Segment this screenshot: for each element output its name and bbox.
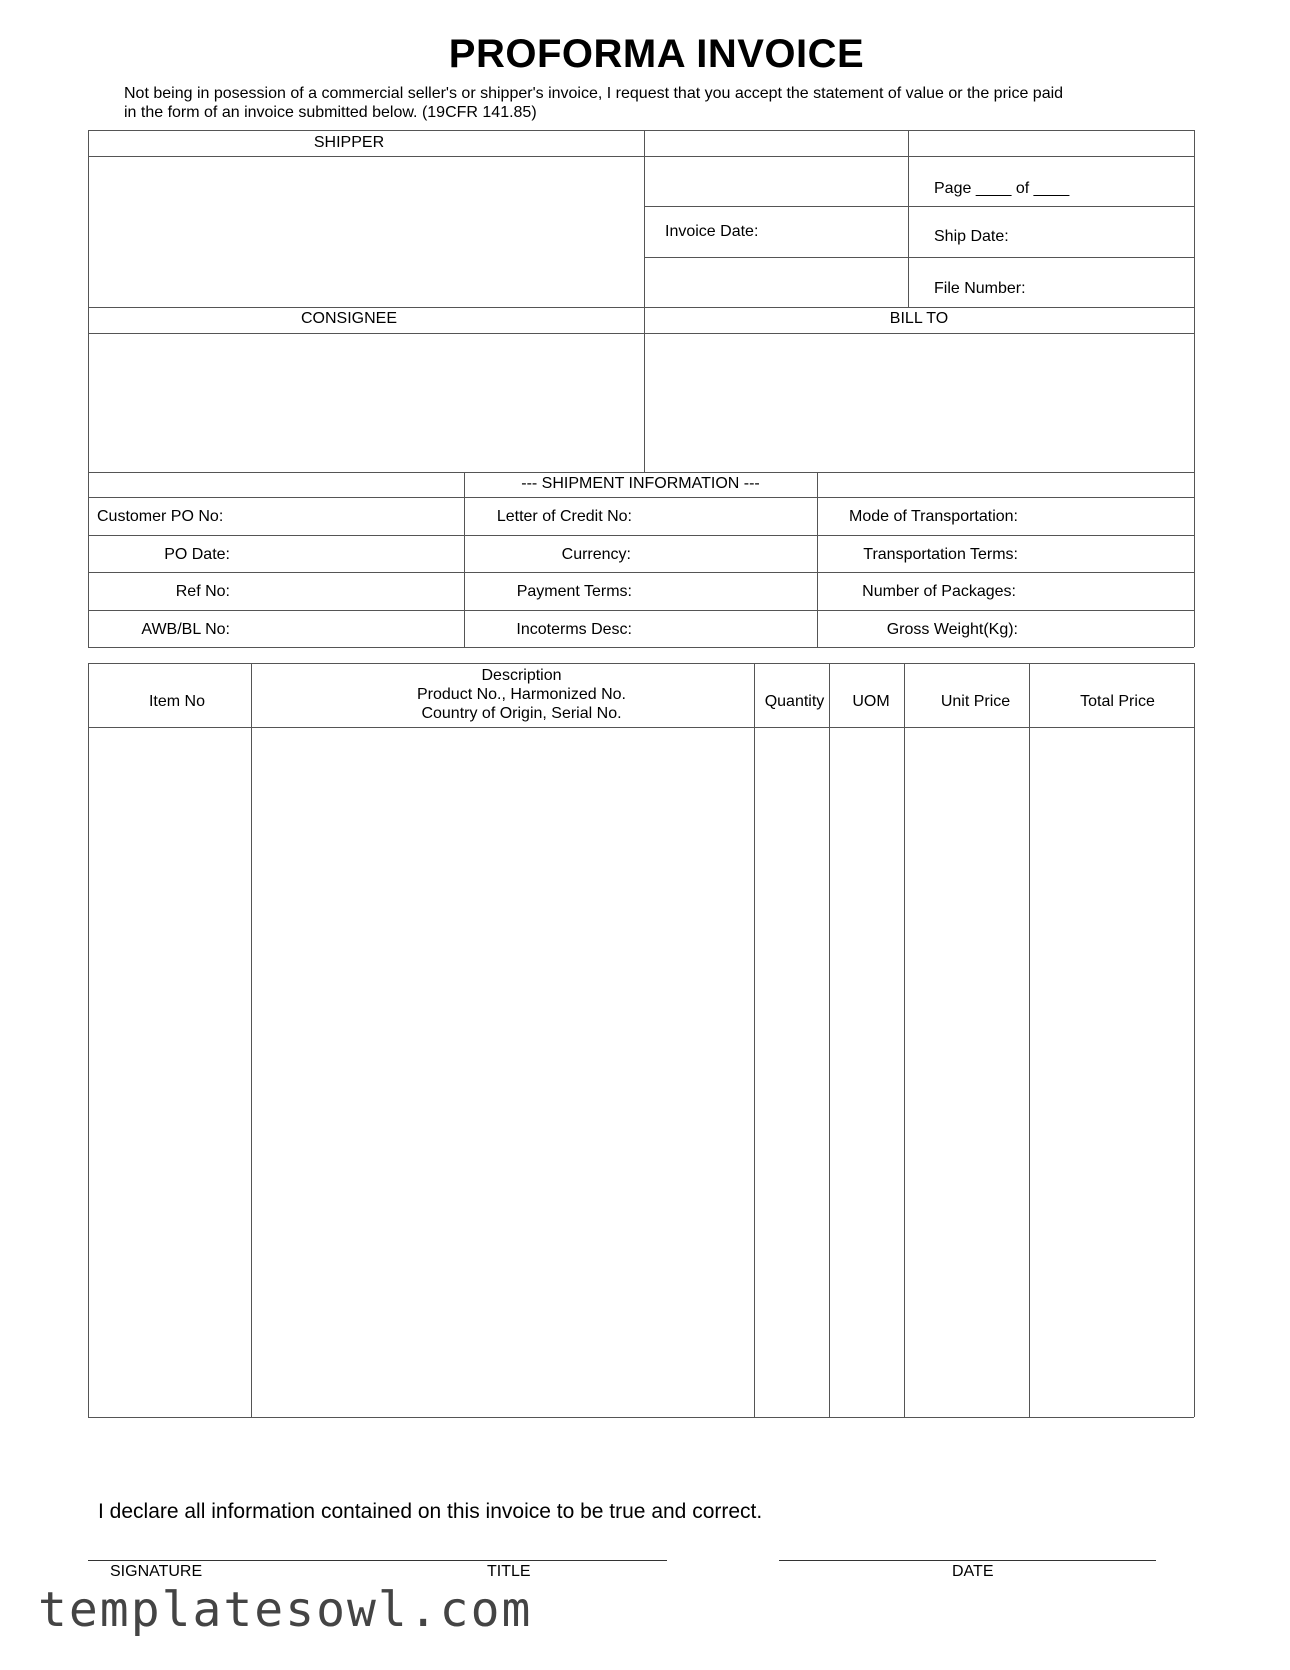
intro-statement [124,84,1154,122]
consignee-field[interactable] [90,335,642,471]
payment-terms-label: Payment Terms: [516,583,632,600]
total-price-column-field[interactable] [1031,729,1193,1416]
awb-bl-label: AWB/BL No: [141,621,230,638]
item-no-column-field[interactable] [90,729,250,1416]
number-of-packages-label: Number of Packages: [862,583,1016,600]
signature-title-line [88,1560,667,1561]
gross-weight-label: Gross Weight(Kg): [886,621,1018,638]
ship-date-label: Ship Date: [934,228,1009,245]
page-count-label: Page ____ of ____ [934,180,1070,197]
description-header [251,666,792,723]
date-field[interactable] [779,1528,1156,1558]
bill-to-label: BILL TO [889,310,949,327]
uom-column-field[interactable] [831,729,903,1416]
consignee-label: CONSIGNEE [300,310,397,327]
uom-header: UOM [852,693,890,710]
total-price-header: Total Price [1080,693,1155,710]
quantity-column-field[interactable] [756,729,828,1416]
watermark: templatesowl.com [38,1582,533,1638]
shipment-info-heading: --- SHIPMENT INFORMATION --- [521,475,760,492]
shipper-label: SHIPPER [313,134,385,151]
intro-line-2: in the form of an invoice submitted below. (19CFR 141.85) [124,104,537,121]
date-label: DATE [952,1563,994,1580]
po-date-label: PO Date: [164,546,230,563]
mode-of-transportation-label: Mode of Transportation: [849,508,1018,525]
currency-label: Currency: [561,546,631,563]
ref-no-label: Ref No: [175,583,230,600]
file-number-label: File Number: [934,280,1026,297]
intro-line-1: Not being in posession of a commercial seller's or shipper's invoice, I request that you accept the statement of value or the price paid [124,85,1064,102]
bill-to-field[interactable] [646,335,1192,471]
signature-label: SIGNATURE [110,1563,203,1580]
description-header-line-1: Description [481,667,562,684]
description-header-line-2: Product No., Harmonized No. [417,686,626,703]
invoice-number-field[interactable] [646,158,906,205]
unit-price-header: Unit Price [940,693,1011,710]
letter-of-credit-label: Letter of Credit No: [496,508,632,525]
description-column-field[interactable] [253,729,753,1416]
incoterms-label: Incoterms Desc: [516,621,632,638]
transportation-terms-label: Transportation Terms: [863,546,1018,563]
title-label: TITLE [487,1563,531,1580]
signature-field[interactable] [88,1528,667,1558]
blank-header-field[interactable] [646,259,906,306]
quantity-header: Quantity [764,693,825,710]
shipper-field[interactable] [90,158,642,306]
document-title: PROFORMA INVOICE [448,32,865,76]
unit-price-column-field[interactable] [906,729,1028,1416]
date-line [779,1560,1156,1561]
declaration-text: I declare all information contained on this invoice to be true and correct. [98,1500,763,1523]
item-no-header: Item No [148,693,205,710]
description-header-line-3: Country of Origin, Serial No. [421,705,622,722]
invoice-date-label: Invoice Date: [665,223,759,240]
customer-po-label: Customer PO No: [97,508,224,525]
